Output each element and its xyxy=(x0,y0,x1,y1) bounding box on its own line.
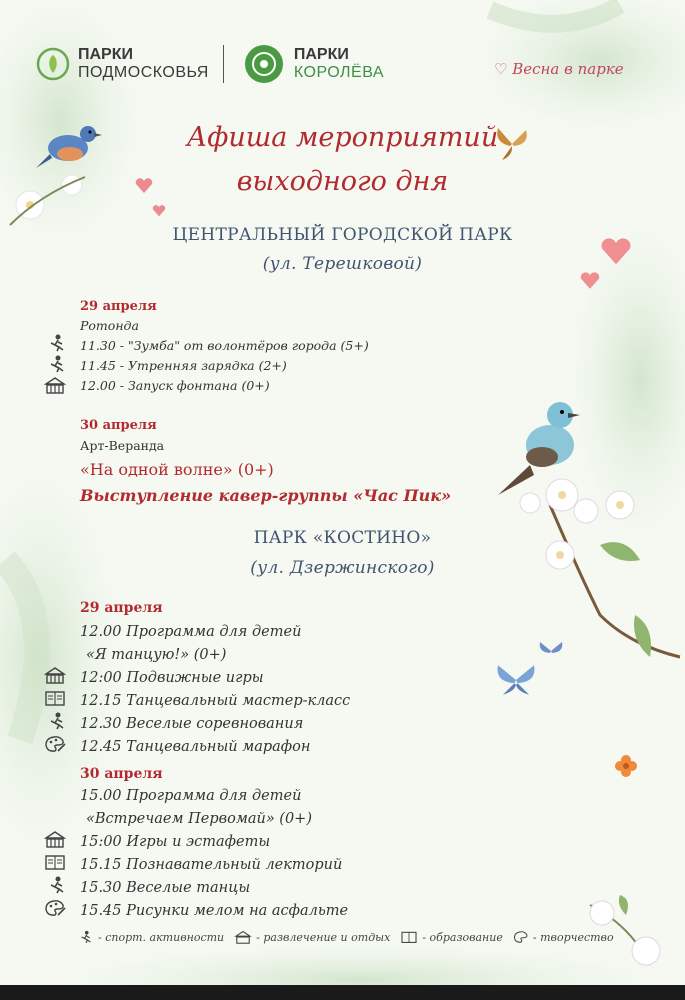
legend-art: - творчество xyxy=(532,930,614,944)
entertainment-icon xyxy=(234,930,252,944)
event-item: 15.45 Рисунки мелом на асфальте xyxy=(80,903,349,919)
legend-sport: - спорт. активности xyxy=(98,930,225,944)
logo2-line2: КОРОЛЁВА xyxy=(293,64,385,81)
park1-day1-date: 29 апреля xyxy=(80,299,157,314)
legend-fun: - развлечение и отдых xyxy=(256,930,391,944)
event-item: 12.15 Танцевальный мастер-класс xyxy=(80,693,351,709)
creativity-icon xyxy=(513,930,529,944)
park2-address: (ул. Дзержинского) xyxy=(250,558,435,578)
event-item: 15.15 Познавательный лекторий xyxy=(80,857,343,873)
sport-icon xyxy=(46,355,68,373)
event-item: 12.00 Программа для детей xyxy=(80,624,302,640)
park1-day2-show: «На одной волне» (0+) xyxy=(80,460,274,479)
icon-legend xyxy=(78,930,614,944)
event-item: 12:00 Подвижные игры xyxy=(80,670,264,686)
parks-podmoskovya-logo-icon xyxy=(36,47,70,81)
event-item: «Встречаем Первомай» (0+) xyxy=(86,811,312,827)
event-item: 12.30 Веселые соревнования xyxy=(80,716,304,732)
event-item: 15.00 Программа для детей xyxy=(80,788,302,804)
logo2-line1: ПАРКИ xyxy=(293,46,349,63)
event-item: 12.00 - Запуск фонтана (0+) xyxy=(80,378,270,393)
entertainment-icon xyxy=(44,666,66,684)
sport-icon xyxy=(46,334,68,352)
park1-day1-venue: Ротонда xyxy=(80,318,139,333)
park1-day2-venue: Арт-Веранда xyxy=(80,438,165,453)
poster-title-line2: выходного дня xyxy=(236,166,449,197)
poster-title-line1: Афиша мероприятий xyxy=(186,122,499,153)
event-item: 15:00 Игры и эстафеты xyxy=(80,834,271,850)
park1-day2-date: 30 апреля xyxy=(80,418,157,433)
brand-text: Весна в парке xyxy=(512,60,624,78)
entertainment-icon xyxy=(44,830,66,848)
heart-logo-icon: ♡ xyxy=(494,60,508,78)
logo1-line1: ПАРКИ xyxy=(78,46,133,63)
park2-day2-date: 30 апреля xyxy=(80,766,163,782)
park1-address: (ул. Терешковой) xyxy=(262,254,423,274)
park1-name: ЦЕНТРАЛЬНЫЙ ГОРОДСКОЙ ПАРК xyxy=(172,225,513,245)
education-icon xyxy=(44,689,66,707)
butterfly-icon xyxy=(494,662,538,698)
spring-in-park-brand xyxy=(494,60,624,78)
event-item: 11.45 - Утренняя зарядка (2+) xyxy=(80,358,287,373)
logo-korolev-text xyxy=(294,46,384,82)
education-icon xyxy=(44,853,66,871)
heart-icon xyxy=(152,205,166,217)
education-icon xyxy=(400,930,418,944)
event-item: «Я танцую!» (0+) xyxy=(86,647,227,663)
sport-icon xyxy=(46,876,68,894)
legend-edu: - образование xyxy=(422,930,503,944)
entertainment-icon xyxy=(44,376,66,394)
logo-podmoskovya-text xyxy=(78,46,209,82)
branch-with-bird-icon xyxy=(490,395,685,705)
logo-divider xyxy=(223,45,224,83)
park1-day2-band: Выступление кавер-группы «Час Пик» xyxy=(80,486,452,505)
event-item: 15.30 Веселые танцы xyxy=(80,880,251,896)
sport-icon xyxy=(78,930,94,944)
event-item: 12.45 Танцевальный марафон xyxy=(80,739,311,755)
event-item: 11.30 - "Зумба" от волонтёров города (5+) xyxy=(80,338,369,353)
sport-icon xyxy=(46,712,68,730)
flower-icon xyxy=(614,754,638,778)
park2-name: ПАРК «КОСТИНО» xyxy=(253,528,432,548)
butterfly-icon xyxy=(538,640,564,662)
heart-icon xyxy=(580,272,600,290)
creativity-icon xyxy=(44,899,66,917)
logo1-line2: ПОДМОСКОВЬЯ xyxy=(78,64,209,81)
creativity-icon xyxy=(44,735,66,753)
parks-korolev-logo-icon xyxy=(244,44,284,84)
header-logos xyxy=(36,40,384,88)
park2-day1-date: 29 апреля xyxy=(80,600,163,616)
